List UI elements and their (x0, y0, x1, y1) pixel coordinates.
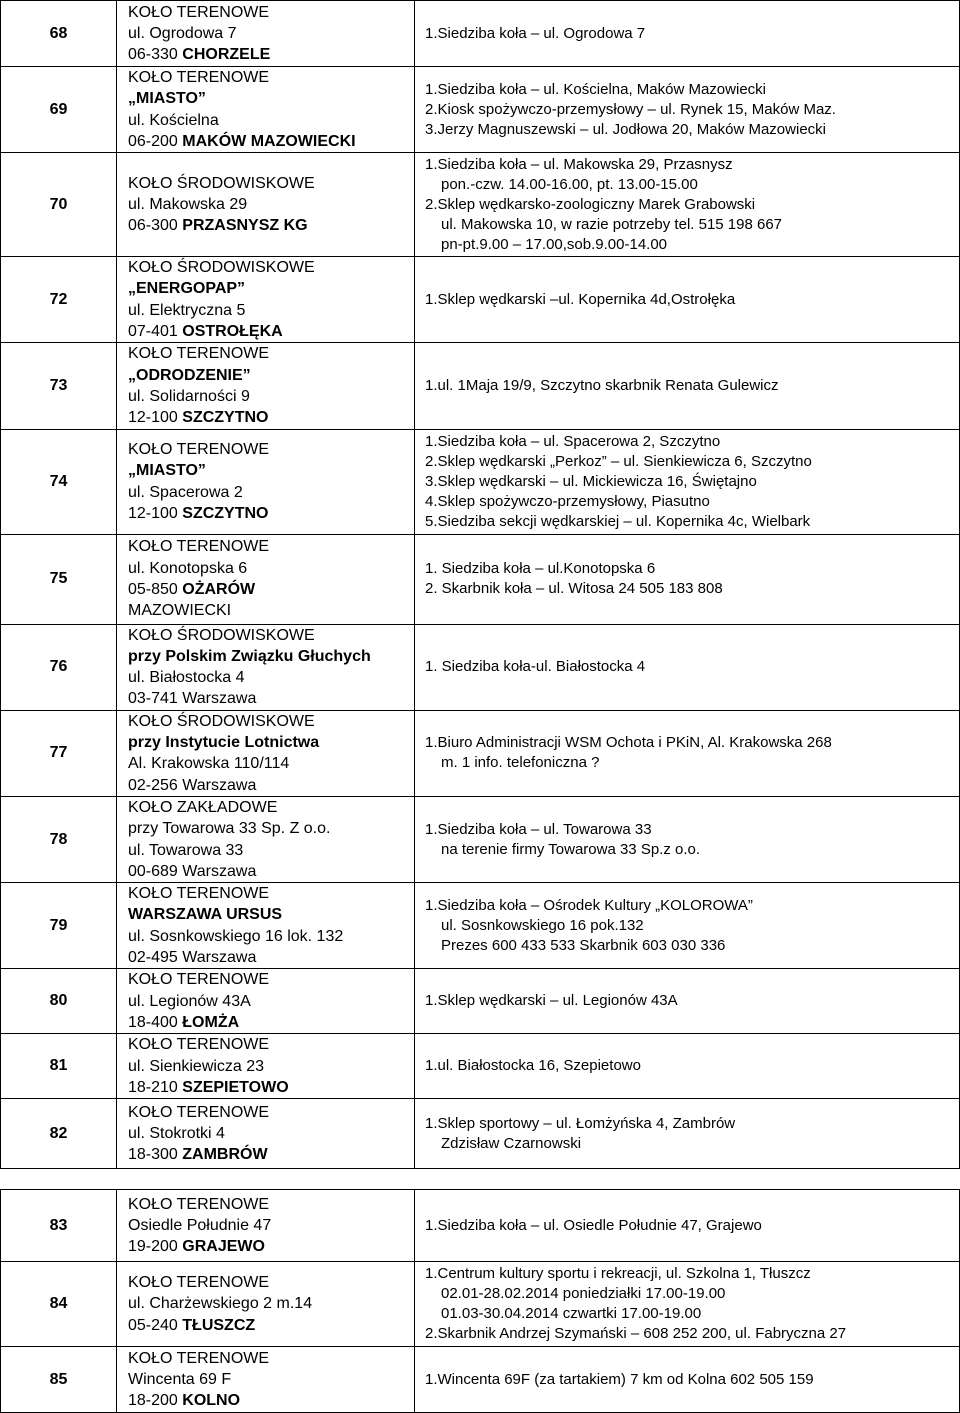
club-line: KOŁO TERENOWE (128, 1195, 270, 1213)
table-row (1, 1099, 960, 1169)
page-break (1, 1169, 960, 1190)
info-line: 1.Sklep wędkarski –ul. Kopernika 4d,Ostrołęka (425, 290, 736, 308)
club-address (117, 969, 415, 1034)
club-line: ul. Ogrodowa 7 (128, 24, 237, 42)
club-line: 05-240 TŁUSZCZ (128, 1316, 256, 1334)
row-number: 70 (1, 153, 117, 257)
row-number: 83 (1, 1190, 117, 1262)
club-line: ul. Konotopska 6 (128, 559, 248, 577)
row-number: 76 (1, 624, 117, 710)
info-line: 2.Kiosk spożywczo-przemysłowy – ul. Rynek 15, Maków Maz. (425, 100, 836, 118)
club-line: 06-300 PRZASNYSZ KG (128, 217, 308, 235)
info-line: 4.Sklep spożywczo-przemysłowy, Piasutno (425, 492, 710, 510)
club-line: Wincenta 69 F (128, 1370, 232, 1388)
club-line: ul. Stokrotki 4 (128, 1124, 225, 1142)
table-row (1, 1347, 960, 1413)
club-line: KOŁO TERENOWE (128, 3, 270, 21)
info-line: 3.Jerzy Magnuszewski – ul. Jodłowa 20, Maków Mazowiecki (425, 120, 826, 138)
club-line: KOŁO TERENOWE (128, 69, 270, 86)
club-line: WARSZAWA URSUS (128, 906, 283, 924)
contact-info (415, 343, 960, 429)
table-row (1, 429, 960, 534)
contact-info (415, 153, 960, 257)
row-number: 79 (1, 883, 117, 969)
club-line: 18-400 ŁOMŻA (128, 1013, 240, 1031)
club-line: KOŁO TERENOWE (128, 1349, 270, 1367)
row-number: 68 (1, 1, 117, 67)
info-line: 1.Siedziba koła – Ośrodek Kultury „KOLOROWA” (425, 896, 753, 914)
club-line: 03-741 Warszawa (128, 690, 257, 708)
club-line: KOŁO TERENOWE (128, 345, 270, 363)
club-line: KOŁO TERENOWE (128, 1103, 270, 1121)
club-line: 18-210 SZEPIETOWO (128, 1078, 289, 1096)
info-line: 1.Siedziba koła – ul. Kościelna, Maków Mazowiecki (425, 80, 766, 98)
table-row (1, 257, 960, 343)
table-row (1, 710, 960, 796)
table-row (1, 1034, 960, 1099)
contact-info (415, 1190, 960, 1262)
club-line: 18-300 ZAMBRÓW (128, 1146, 268, 1164)
table-row (1, 1190, 960, 1262)
club-line: przy Instytucie Lotnictwa (128, 734, 320, 752)
club-line: KOŁO ŚRODOWISKOWE (128, 174, 315, 192)
info-line: 3.Sklep wędkarski – ul. Mickiewicza 16, Świętajno (425, 472, 757, 490)
club-line: „ODRODZENIE” (128, 366, 251, 384)
club-line: Al. Krakowska 110/114 (128, 755, 290, 773)
table-row (1, 67, 960, 153)
info-line: 02.01-28.02.2014 poniedziałki 17.00-19.00 (441, 1285, 726, 1303)
info-line: 01.03-30.04.2014 czwartki 17.00-19.00 (441, 1305, 702, 1323)
row-number: 78 (1, 796, 117, 882)
club-line: ul. Solidarności 9 (128, 387, 250, 405)
contact-info (415, 796, 960, 882)
club-line: ul. Spacerowa 2 (128, 483, 243, 501)
club-address (117, 257, 415, 343)
contact-info (415, 969, 960, 1034)
contact-info (415, 883, 960, 969)
info-line: 1.Siedziba koła – ul. Towarowa 33 (425, 820, 652, 838)
club-line: 05-850 OŻARÓW (128, 581, 256, 599)
info-line: 1. Siedziba koła – ul.Konotopska 6 (425, 560, 656, 578)
club-line: KOŁO TERENOWE (128, 885, 270, 903)
club-address (117, 1099, 415, 1169)
club-line: KOŁO TERENOWE (128, 1036, 270, 1054)
club-line: KOŁO ŚRODOWISKOWE (128, 626, 315, 644)
club-line: „MIASTO” (128, 462, 206, 480)
info-line: m. 1 info. telefoniczna ? (441, 754, 600, 772)
info-line: na terenie firmy Towarowa 33 Sp.z o.o. (441, 840, 701, 858)
club-line: KOŁO TERENOWE (128, 971, 270, 989)
row-number: 72 (1, 257, 117, 343)
contact-info (415, 624, 960, 710)
club-line: „ENERGOPAP” (128, 280, 246, 298)
table-row (1, 969, 960, 1034)
row-number: 69 (1, 67, 117, 153)
club-line: ul. Sosnkowskiego 16 lok. 132 (128, 927, 344, 945)
club-line: ul. Legionów 43A (128, 992, 251, 1010)
contact-info (415, 1099, 960, 1169)
row-number: 84 (1, 1262, 117, 1347)
row-number: 74 (1, 429, 117, 534)
info-line: 1.Siedziba koła – ul. Osiedle Południe 47, Grajewo (425, 1216, 762, 1234)
info-line: 1. Siedziba koła-ul. Białostocka 4 (425, 658, 646, 676)
info-line: 1.Wincenta 69F (za tartakiem) 7 km od Kolna 602 505 159 (425, 1370, 814, 1388)
club-line: KOŁO TERENOWE (128, 1274, 270, 1292)
info-line: 5.Siedziba sekcji wędkarskiej – ul. Kopernika 4c, Wielbark (425, 512, 811, 530)
row-number: 82 (1, 1099, 117, 1169)
club-line: KOŁO TERENOWE (128, 538, 270, 556)
club-address (117, 534, 415, 624)
club-line: ul. Charżewskiego 2 m.14 (128, 1295, 313, 1313)
info-line: 1.Siedziba koła – ul. Makowska 29, Przasnysz (425, 155, 733, 173)
club-address (117, 1347, 415, 1413)
club-line: ul. Kościelna (128, 111, 219, 129)
contact-info (415, 534, 960, 624)
club-line: ul. Białostocka 4 (128, 669, 245, 687)
club-address (117, 1, 415, 67)
info-line: Zdzisław Czarnowski (441, 1134, 582, 1152)
club-address (117, 710, 415, 796)
table-row (1, 796, 960, 882)
contact-info (415, 67, 960, 153)
club-line: 02-256 Warszawa (128, 776, 257, 794)
club-line: KOŁO ŚRODOWISKOWE (128, 259, 315, 277)
club-line: MAZOWIECKI (128, 602, 232, 620)
row-number: 73 (1, 343, 117, 429)
info-line: 2.Sklep wędkarsko-zoologiczny Marek Grabowski (425, 195, 756, 213)
club-line: „MIASTO” (128, 90, 206, 108)
club-line: ul. Towarowa 33 (128, 841, 244, 859)
info-line: 1.Sklep sportowy – ul. Łomżyńska 4, Zambrów (425, 1114, 736, 1132)
club-line: ul. Makowska 29 (128, 196, 248, 214)
club-line: Osiedle Południe 47 (128, 1216, 272, 1234)
club-line: 07-401 OSTROŁĘKA (128, 323, 283, 341)
contact-info (415, 429, 960, 534)
club-line: 02-495 Warszawa (128, 949, 257, 967)
info-line: 1.ul. 1Maja 19/9, Szczytno skarbnik Renata Gulewicz (425, 376, 779, 394)
club-address (117, 1262, 415, 1347)
table-row (1, 1262, 960, 1347)
club-address (117, 67, 415, 153)
table-row (1, 883, 960, 969)
table-row (1, 624, 960, 710)
info-line: 1.ul. Białostocka 16, Szepietowo (425, 1057, 641, 1075)
row-number: 81 (1, 1034, 117, 1099)
club-line: przy Polskim Związku Głuchych (128, 647, 371, 665)
club-address (117, 1034, 415, 1099)
club-line: KOŁO ZAKŁADOWE (128, 798, 278, 816)
club-line: 12-100 SZCZYTNO (128, 409, 269, 427)
info-line: 1.Siedziba koła – ul. Spacerowa 2, Szczytno (425, 432, 721, 450)
club-line: 00-689 Warszawa (128, 862, 257, 880)
club-address (117, 153, 415, 257)
club-address (117, 883, 415, 969)
club-address (117, 1190, 415, 1262)
club-address (117, 796, 415, 882)
info-line: 1.Siedziba koła – ul. Ogrodowa 7 (425, 24, 646, 42)
table-row (1, 343, 960, 429)
club-line: 06-200 MAKÓW MAZOWIECKI (128, 132, 356, 150)
club-line: 19-200 GRAJEWO (128, 1238, 265, 1256)
club-address (117, 429, 415, 534)
contact-info (415, 1034, 960, 1099)
info-line: 1.Biuro Administracji WSM Ochota i PKiN, Al. Krakowska 268 (425, 734, 832, 752)
club-line: 12-100 SZCZYTNO (128, 504, 269, 522)
club-line: 06-330 CHORZELE (128, 46, 271, 64)
row-number: 80 (1, 969, 117, 1034)
club-line: 18-200 KOLNO (128, 1392, 241, 1410)
info-line: pon.-czw. 14.00-16.00, pt. 13.00-15.00 (441, 175, 698, 193)
club-address (117, 343, 415, 429)
info-line: pn-pt.9.00 – 17.00,sob.9.00-14.00 (441, 235, 668, 253)
club-line: przy Towarowa 33 Sp. Z o.o. (128, 820, 331, 838)
club-line: KOŁO TERENOWE (128, 440, 270, 458)
club-address (117, 624, 415, 710)
table-row (1, 153, 960, 257)
club-line: ul. Elektryczna 5 (128, 301, 246, 319)
table-row (1, 534, 960, 624)
info-line: 1.Centrum kultury sportu i rekreacji, ul. Szkolna 1, Tłuszcz (425, 1265, 811, 1283)
contact-info (415, 710, 960, 796)
row-number: 75 (1, 534, 117, 624)
contact-info (415, 1, 960, 67)
info-line: ul. Sosnkowskiego 16 pok.132 (441, 916, 644, 934)
info-line: 2.Skarbnik Andrzej Szymański – 608 252 200, ul. Fabryczna 27 (425, 1325, 847, 1343)
row-number: 85 (1, 1347, 117, 1413)
info-line: ul. Makowska 10, w razie potrzeby tel. 515 198 667 (441, 215, 783, 233)
club-line: KOŁO ŚRODOWISKOWE (128, 712, 315, 730)
club-line: ul. Sienkiewicza 23 (128, 1057, 265, 1075)
row-number: 77 (1, 710, 117, 796)
contact-info (415, 1347, 960, 1413)
table-row (1, 1, 960, 67)
contact-info (415, 257, 960, 343)
info-line: Prezes 600 433 533 Skarbnik 603 030 336 (441, 936, 726, 954)
info-line: 2.Sklep wędkarski „Perkoz” – ul. Sienkiewicza 6, Szczytno (425, 452, 812, 470)
info-line: 1.Sklep wędkarski – ul. Legionów 43A (425, 992, 678, 1010)
info-line: 2. Skarbnik koła – ul. Witosa 24 505 183 808 (425, 580, 723, 598)
contact-info (415, 1262, 960, 1347)
